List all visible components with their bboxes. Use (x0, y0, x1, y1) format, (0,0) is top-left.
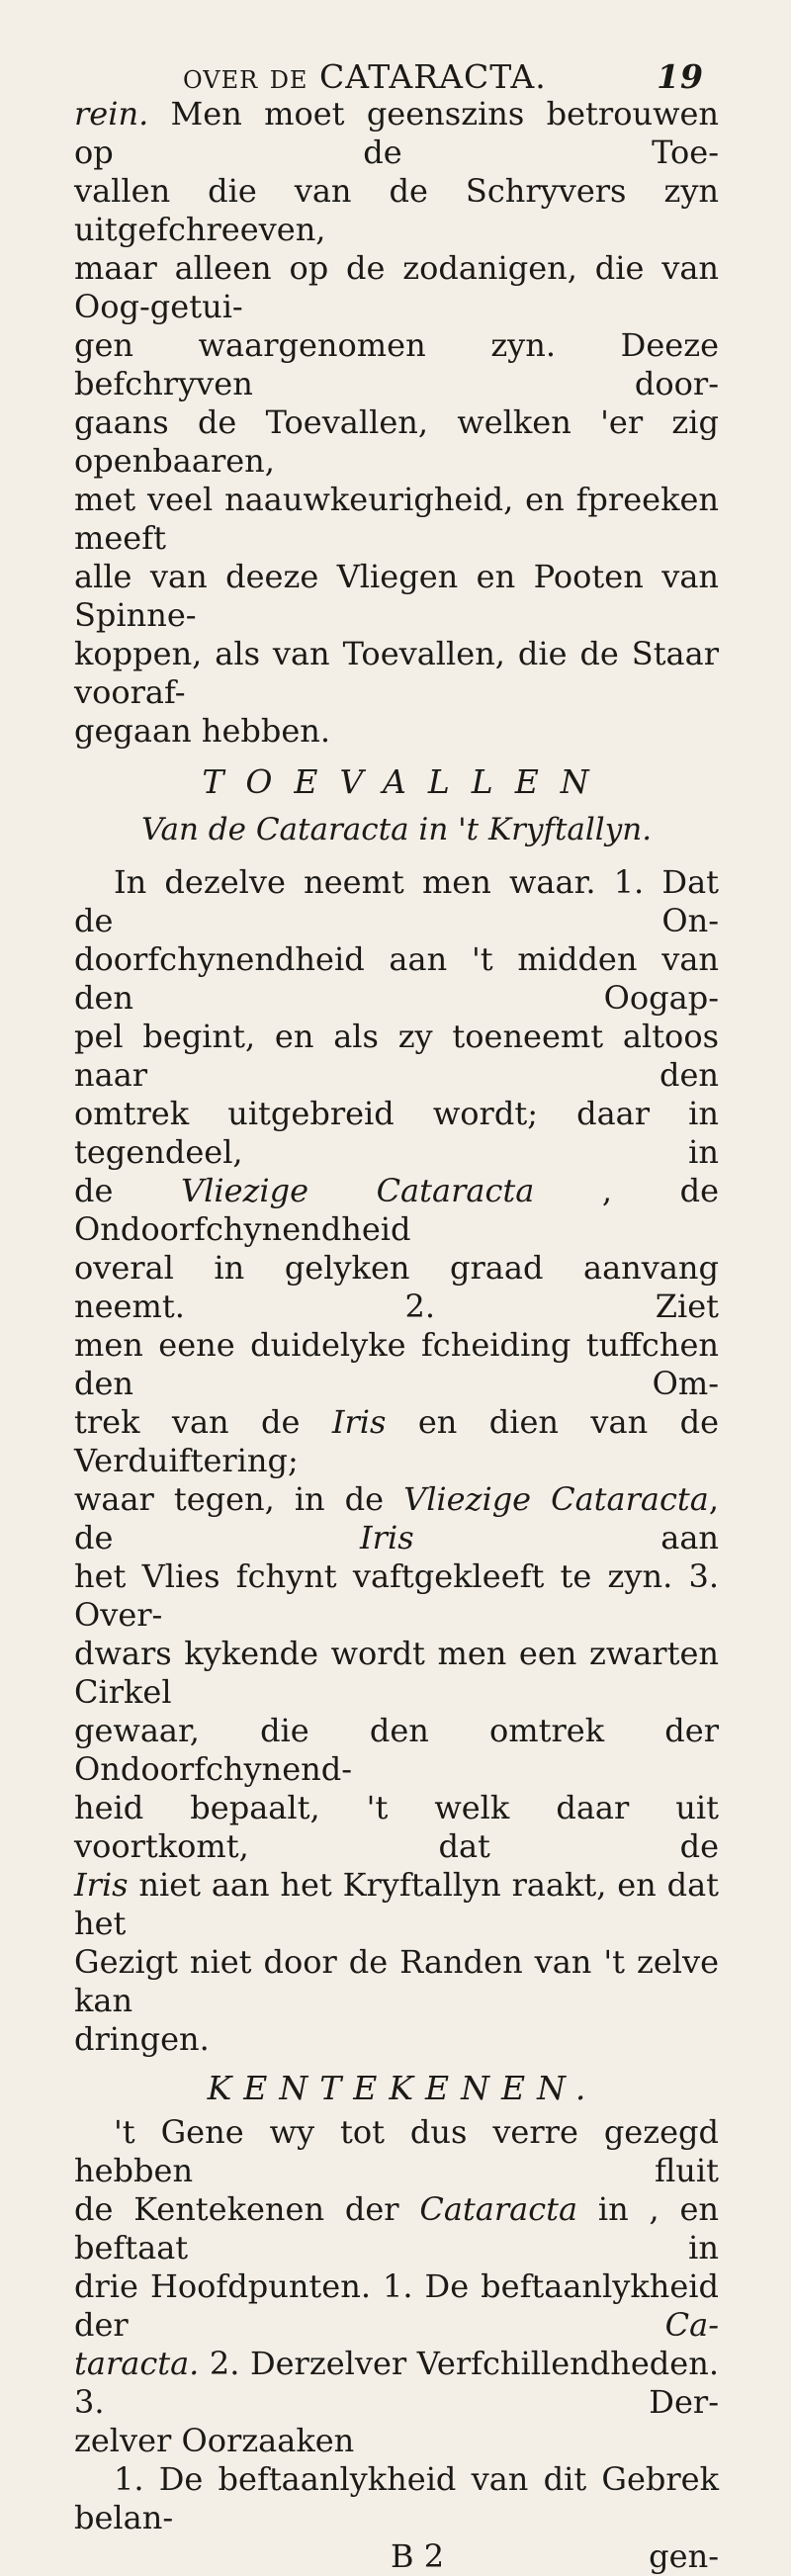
header-title: CATARACTA. (318, 57, 547, 96)
p2-line-4: omtrek uitgebreid wordt; daar in tegendeel, in (74, 1095, 719, 1171)
page-body (74, 95, 719, 2576)
header-over: OVER (183, 66, 259, 94)
p1-line-3: maar alleen op de zodanigen, die van Oog-getui- (74, 249, 719, 325)
p1-line-4: gen waargenomen zyn. Deeze befchryven door- (74, 326, 719, 402)
p3-line-1: 't Gene wy tot dus verre gezegd hebben fluit (74, 2113, 719, 2189)
p2-line-11: dwars kykende wordt men een zwarten Cirkel (74, 1635, 719, 1711)
header-de: DE (269, 66, 308, 94)
p1-line-1: Men moet geenszins betrouwen op de Toe- (74, 95, 719, 171)
p1-line-2: vallen die van de Schryvers zyn uitgefchreeven, (74, 172, 719, 248)
p2-line-1: In dezelve neemt men waar. 1. Dat de On- (74, 863, 719, 939)
p2-line-15: Gezigt niet door de Randen van 't zelve kan (74, 1943, 719, 2019)
signature-mark: B 2 (391, 2537, 445, 2575)
p2-line-3: pel begint, en als zy toeneemt altoos naar den (74, 1018, 719, 1094)
p1-line-7: alle van deeze Vliegen en Pooten van Spinne- (74, 558, 719, 634)
paragraph-3 (74, 2113, 719, 2537)
catchword: gen- (649, 2537, 719, 2575)
p2-line-8: trek van de Iris en dien van de Verduiftering; (74, 1403, 719, 1479)
p2-line-13: heid bepaalt, 't welk daar uit voortkomt, dat de (74, 1789, 719, 1865)
p2-line-9: waar tegen, in de Vliezige Cataracta, de Iris aan (74, 1480, 720, 1556)
p2-line-7: men eene duidelyke fcheiding tuffchen den Om- (74, 1326, 719, 1402)
p1-line-8: koppen, als van Toevallen, die de Staar vooraf- (74, 635, 719, 711)
p3-line-4: taracta. 2. Derzelver Verfchillendheden. 3. Der- (74, 2345, 719, 2421)
p2-line-16: dringen. (74, 2020, 210, 2058)
p3-line-3: drie Hoofdpunten. 1. De beftaanlykheid der Ca- (74, 2267, 719, 2344)
p1-line-9: gegaan hebben. (74, 712, 331, 750)
section-heading-toevallen: TOEVALLEN (202, 762, 611, 801)
p2-line-6: overal in gelyken graad aanvang neemt. 2. Ziet (74, 1249, 719, 1325)
section-subheading: Van de Cataracta in 't Kryftallyn. (140, 812, 653, 847)
page-footer (74, 2537, 719, 2576)
p2-line-14: Iris niet aan het Kryftallyn raakt, en dat het (74, 1866, 719, 1942)
p1-line-5: gaans de Toevallen, welken 'er zig openbaaren, (74, 403, 719, 480)
running-head (183, 57, 722, 100)
p2-line-10: het Vlies fchynt vaftgekleeft te zyn. 3. Over- (74, 1557, 719, 1634)
paragraph-1 (74, 95, 719, 751)
p1-line-6: met veel naauwkeurigheid, en fpreeken meeft (74, 481, 719, 557)
p2-line-12: gewaar, die den omtrek der Ondoorfchynend- (74, 1712, 719, 1788)
p3-line-6: 1. De beftaanlykheid van dit Gebrek belan- (74, 2460, 719, 2536)
p3-line-2: de Kentekenen der Cataracta in , en beftaat in (74, 2190, 719, 2266)
p1-lead: rein. (74, 95, 149, 133)
paragraph-2 (74, 863, 719, 2059)
section-heading-kentekenen: KENTEKENEN. (207, 2069, 598, 2107)
page-number: 19 (657, 57, 704, 96)
p2-line-5: de Vliezige Cataracta , de Ondoorfchynendheid (74, 1172, 720, 1248)
p2-line-2: doorfchynendheid aan 't midden van den Oogap- (74, 940, 719, 1017)
p3-line-5: zelver Oorzaaken (74, 2422, 355, 2459)
